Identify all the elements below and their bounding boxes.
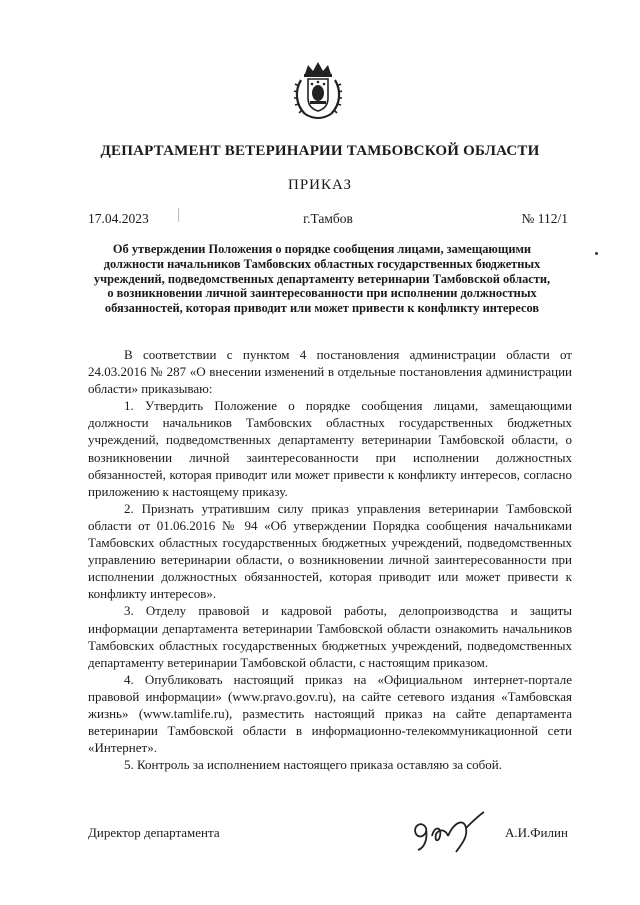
document-date: 17.04.2023 — [88, 211, 149, 226]
body-item-3: 3. Отделу правовой и кадровой работы, делопроизводства и защиты информации департамента ветеринарии Тамбовской области ознакомить начальников Тамбовских областных государственных бюджетных учреждений, подведомственных департаменту ветеринарии Тамбовской области, с настоящим приказом. — [88, 603, 572, 670]
handwritten-signature-icon — [408, 806, 498, 854]
signatory-role: Директор департамента — [88, 825, 220, 840]
signatory-name: А.И.Филин — [505, 825, 568, 840]
coat-of-arms-emblem-icon — [293, 60, 343, 122]
document-meta-row — [88, 211, 568, 229]
body-item-5: 5. Контроль за исполнением настоящего приказа оставляю за собой. — [124, 757, 502, 773]
body-intro: В соответствии с пунктом 4 постановления администрации области от 24.03.2016 № 287 «О внесении изменений в отдельные постановления администрации области» приказываю: — [88, 347, 572, 397]
body-item-2: 2. Признать утратившим силу приказ управления ветеринарии Тамбовской области от 01.06.2016 № 94 «Об утверждении Порядка сообщения начальниками Тамбовских областных государственных бюджетных учреждений, подведомственных управлению ветеринарии области, о возникновении личной заинтересованности при исполнении должностных обязанностей, которая приводит или может привести к конфликту интересов». — [88, 500, 572, 602]
body-item-1: 1. Утвердить Положение о порядке сообщения лицами, замещающими должности начальников Тамбовских областных государственных бюджетных учреждений, подведомственных департаменту ветеринарии Тамбовской области, о возникновении личной заинтересованности при исполнении должностных обязанностей, которая приводит или может привести к конфликту интересов, согласно приложению к настоящему приказу. — [88, 398, 572, 499]
document-number: № 112/1 — [521, 211, 568, 226]
scan-tick-mark — [178, 208, 179, 222]
document-type-title: ПРИКАЗ — [288, 177, 352, 193]
document-city: г.Тамбов — [303, 211, 353, 226]
department-title: ДЕПАРТАМЕНТ ВЕТЕРИНАРИИ ТАМБОВСКОЙ ОБЛАСТИ — [100, 143, 540, 159]
scan-dot-mark — [595, 252, 598, 255]
document-subject: Об утверждении Положения о порядке сообщения лицами, замещающими должности начальников Тамбовских областных государственных бюджетных учреждений, подведомственных департаменту ветеринарии Тамбовской области, о возникновении личной заинтересованности при исполнении должностных обязанностей, которая приводит или может привести к конфликту интересов — [93, 242, 551, 316]
document-body — [88, 346, 572, 773]
body-item-4: 4. Опубликовать настоящий приказ на «Официальном интернет-портале правовой информации» (www.pravo.gov.ru), на сайте сетевого издания «Тамбовская жизнь» (www.tamlife.ru), разместить настоящий приказ на сайте департамента ветеринарии Тамбовской области в информационно-телекоммуникационной сети «Интернет». — [88, 671, 572, 756]
